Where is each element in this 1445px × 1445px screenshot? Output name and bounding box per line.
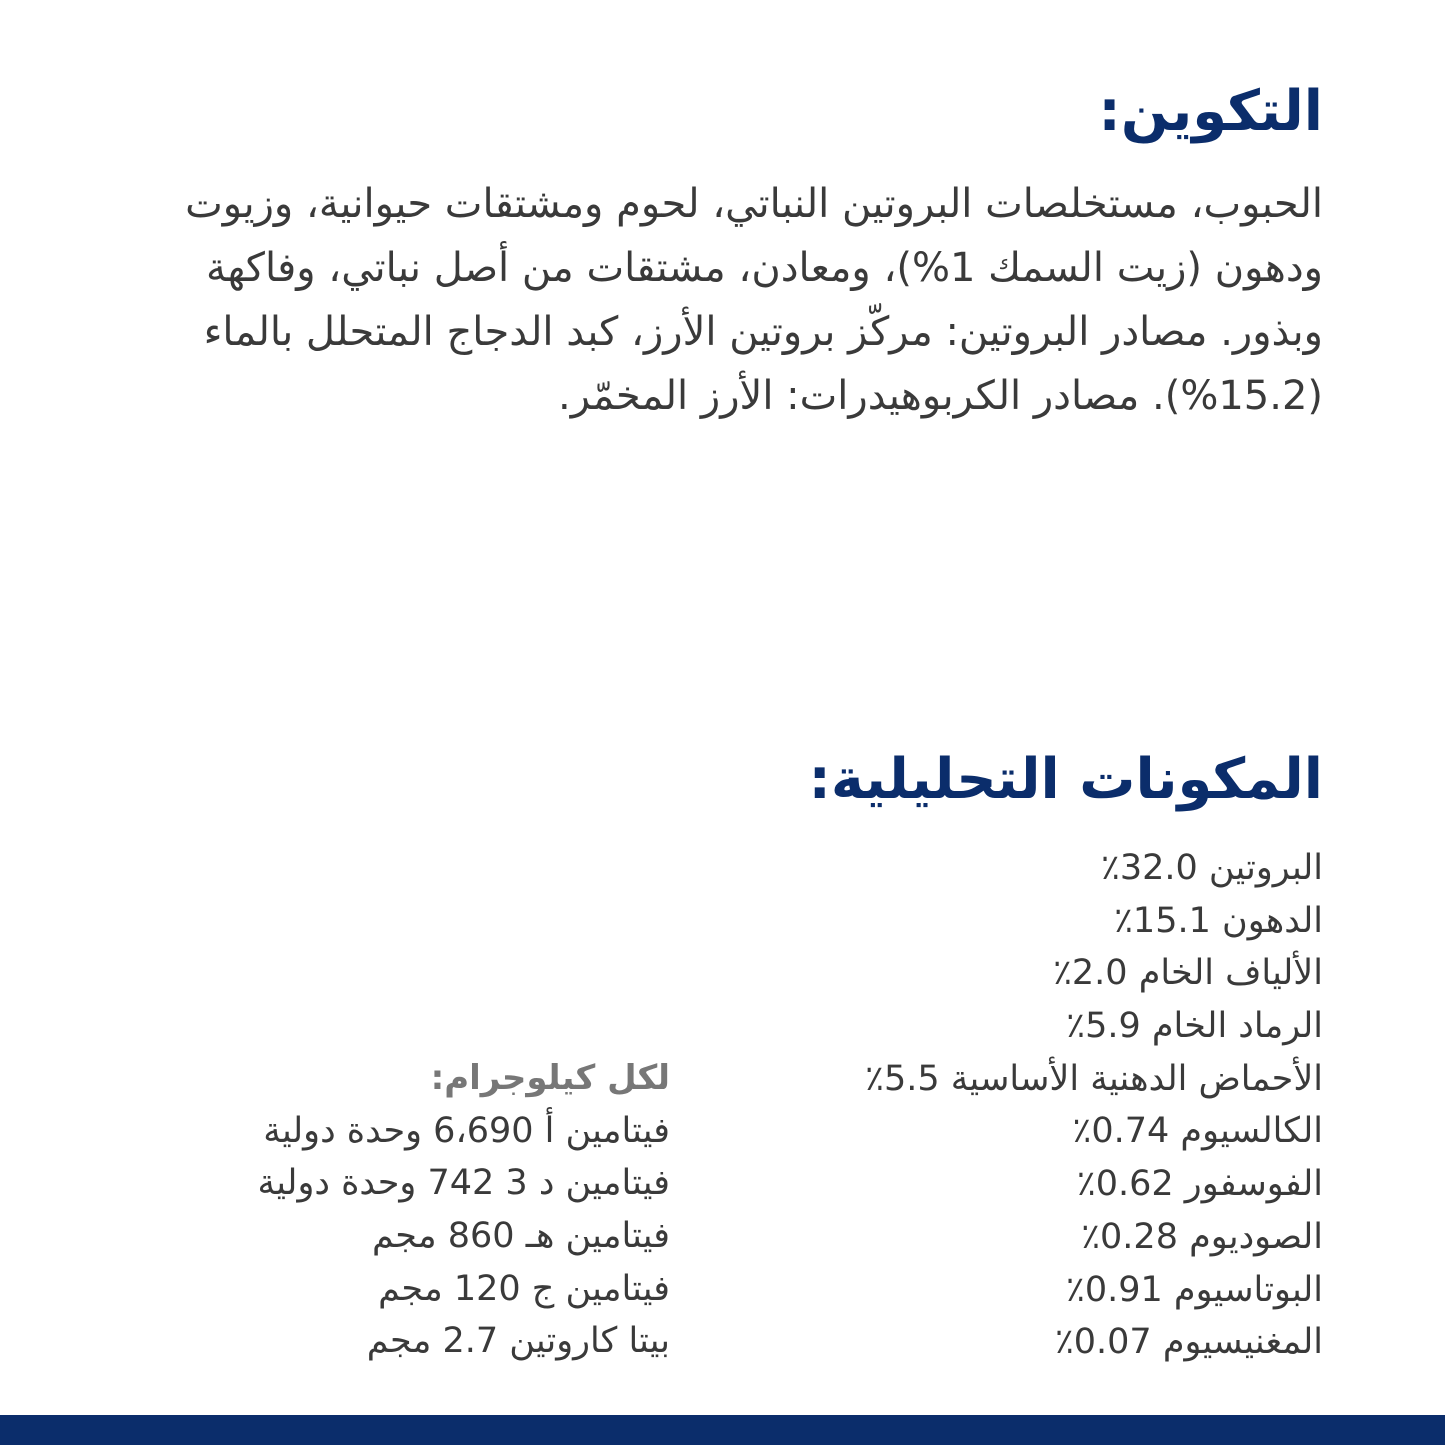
- per-kg-heading: لكل كيلوجرام:: [430, 1058, 670, 1098]
- list-item-vitamin-e: فيتامين هـ 860 مجم: [371, 1216, 670, 1257]
- footer-bar: [0, 1415, 1445, 1445]
- list-item-crude-fibre: الألياف الخام 2.0٪: [1053, 953, 1323, 994]
- composition-text: الحبوب، مستخلصات البروتين النباتي، لحوم ومشتقات حيوانية، وزيوت ودهون (زيت السمك 1%)، ومعادن، مشتقات من أصل نباتي، وفاكهة وبذور. مصادر البروتين: مركّز بروتين الأرز، كبد الدجاج المتحلل بالماء (15.2%). مصادر الكربوهيدرات: الأرز المخمّر.: [185, 181, 1323, 419]
- list-item-beta-carotene: بيتا كاروتين 2.7 مجم: [366, 1321, 670, 1362]
- per-kg-block: [110, 1052, 670, 1368]
- composition-heading: التكوين:: [1098, 79, 1323, 144]
- list-item-fat: الدهون 15.1٪: [1114, 900, 1323, 941]
- per-kg-list: [110, 1105, 670, 1368]
- list-item-vitamin-c: فيتامين ج 120 مجم: [378, 1268, 670, 1309]
- list-item-sodium: الصوديوم 0.28٪: [1081, 1216, 1323, 1257]
- list-item-vitamin-d3: فيتامين د 3 742 وحدة دولية: [257, 1163, 670, 1204]
- list-item-phosphorus: الفوسفور 0.62٪: [1076, 1164, 1323, 1205]
- list-item-essential-fatty-acids: الأحماض الدهنية الأساسية 5.5٪: [865, 1058, 1323, 1099]
- analytical-constituents-heading: المكونات التحليلية:: [808, 747, 1323, 812]
- analytical-constituents-list: [703, 842, 1323, 1369]
- list-item-magnesium: المغنيسيوم 0.07٪: [1054, 1322, 1323, 1363]
- list-item-potassium: البوتاسيوم 0.91٪: [1066, 1269, 1323, 1310]
- list-item-vitamin-a: فيتامين أ 6،690 وحدة دولية: [263, 1110, 670, 1151]
- list-item-calcium: الكالسيوم 0.74٪: [1072, 1111, 1323, 1152]
- list-item-crude-ash: الرماد الخام 5.9٪: [1066, 1006, 1323, 1047]
- list-item-protein: البروتين 32.0٪: [1101, 848, 1323, 888]
